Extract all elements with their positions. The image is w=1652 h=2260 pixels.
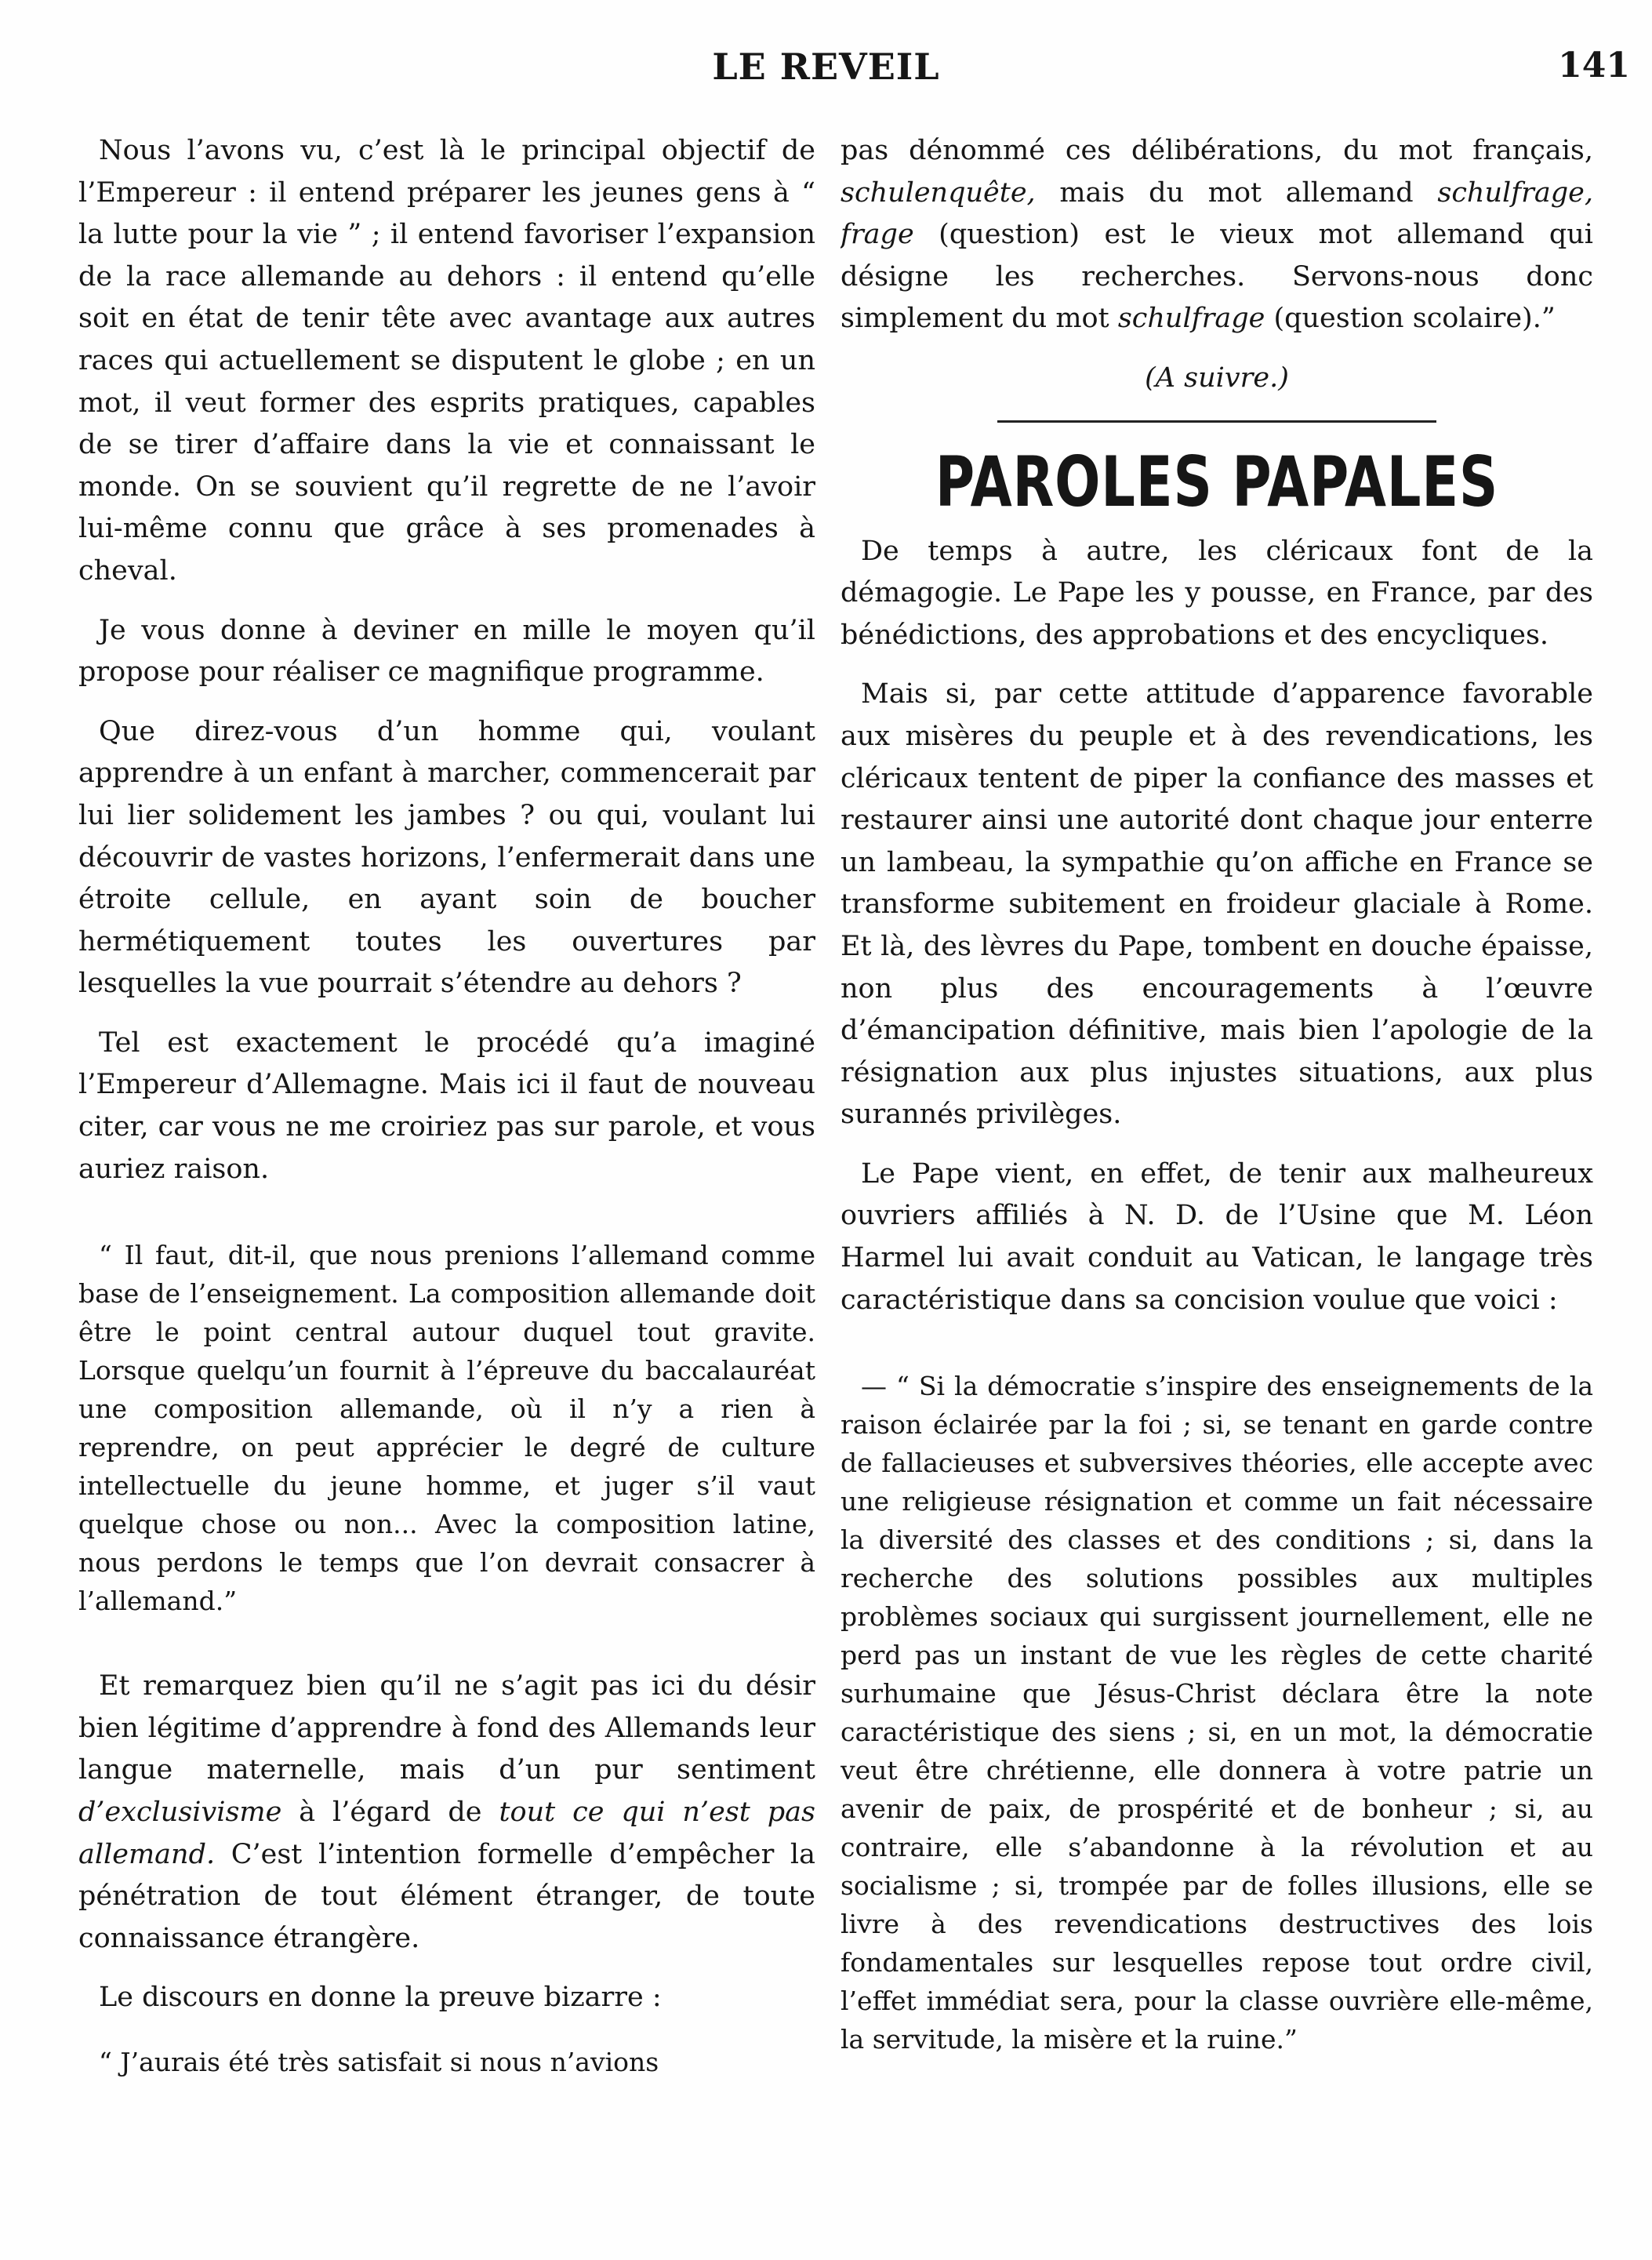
paragraph: Je vous donne à deviner en mille le moyen qu’il propose pour réaliser ce magnifique programme. bbox=[78, 614, 815, 689]
paragraph: Tel est exactement le procédé qu’a imaginé l’Empereur d’Allemagne. Mais ici il faut de nouveau citer, car vous ne me croiriez pas sur parole, et vous auriez raison. bbox=[78, 1026, 815, 1185]
quote-text: (question) est le vieux mot allemand qui désigne les recherches. Servons-nous donc simplement du mot bbox=[841, 219, 1593, 335]
discourse-quote-start: “ J’aurais été très satisfait si nous n’avions bbox=[99, 2047, 659, 2077]
pope-quote: — “ Si la démocratie s’inspire des enseignements de la raison éclairée par la foi ; si, se tenant en garde contre de fallacieuses et subversives théories, elle accepte avec une religieuse résignation et comme un fait nécessaire la diversité des classes et des conditions ; si, dans la recherche des solutions possibles aux multiples problèmes sociaux qui surgissent journellement, elle ne perd pas un instant de vue les règles de cette charité surhumaine que Jésus-Christ déclara être la note caractéristique des siens ; si, en un mot, la démocratie veut être chrétienne, elle donnera à votre patrie un avenir de paix, de prospérité et de bonheur ; si, au contraire, elle s’abandonne à la révolution et au socialisme ; si, trompée par de folles illusions, elle se livre à des revendications destructives des lois fondamentales sur lesquelles repose tout ordre civil, l’effet immédiat sera, pour la classe ouvrière elle-même, la servitude, la misère et la ruine.” bbox=[841, 1371, 1593, 2055]
left-column bbox=[78, 130, 815, 2232]
section-divider bbox=[997, 420, 1436, 423]
quote-text: mais du mot allemand bbox=[1035, 176, 1438, 209]
emperor-quote: “ Il faut, dit-il, que nous prenions l’allemand comme base de l’enseignement. La composition allemande doit être le point central autour duquel tout gravite. Lorsque quelqu’un fournit à l’épreuve du baccalauréat une composition allemande, où il n’y a rien à reprendre, on peut apprécier le degré de culture intellectuelle du jeune homme, et juger s’il vaut quelque chose ou non... Avec la composition latine, nous perdons le temps que l’on devrait consacrer à l’allemand.” bbox=[78, 1240, 815, 1617]
quote-text: (question scolaire).” bbox=[1265, 303, 1556, 335]
quote-text: pas dénommé ces délibérations, du mot français, bbox=[841, 135, 1593, 166]
paragraph-text: Et remarquez bien qu’il ne s’agit pas ici du désir bien légitime d’apprendre à fond des Allemands leur langue maternelle, mais d’un pur sentiment bbox=[78, 1670, 815, 1786]
paragraph: Le Pape vient, en effet, de tenir aux malheureux ouvriers affiliés à N. D. de l’Usine que M. Léon Harmel lui avait conduit au Vatican, le langage très caractéristique dans sa concision voulue que voici : bbox=[841, 1157, 1593, 1316]
running-head bbox=[0, 45, 1652, 108]
emphasis-text: tout ce qui n’est pas allemand. bbox=[78, 1797, 815, 1870]
emphasis-text: d’exclusivisme bbox=[78, 1797, 282, 1829]
paragraph: Nous l’avons vu, c’est là le principal objectif de l’Empereur : il entend préparer les jeunes gens à “ la lutte pour la vie ” ; il entend favoriser l’expansion de la race allemande au dehors : il entend qu’elle soit en état de tenir tête avec avantage aux autres races qui actuellement se disputent le globe ; en un mot, il veut former des esprits pratiques, capables de se tirer d’affaire dans la vie et connaissant le monde. On se souvient qu’il regrette de ne l’avoir lui-même connu que grâce à ses promenades à cheval. bbox=[78, 135, 815, 587]
continued-quote bbox=[841, 130, 1593, 340]
paragraph-text: C’est l’intention formelle d’empêcher la pénétration de tout élément étranger, de toute connaissance étrangère. bbox=[78, 1838, 815, 1954]
paragraph: De temps à autre, les cléricaux font de la démagogie. Le Pape les y pousse, en France, par des bénédictions, des approbations et des encycliques. bbox=[841, 535, 1593, 651]
paragraph: Le discours en donne la preuve bizarre : bbox=[99, 1982, 662, 2014]
emphasis-text: schulfrage, frage bbox=[841, 176, 1593, 251]
emphasis-text: schulfrage bbox=[1117, 303, 1265, 335]
paragraph-text: à l’égard de bbox=[281, 1797, 499, 1829]
page-number: 141 bbox=[1558, 45, 1630, 85]
paragraph: Mais si, par cette attitude d’apparence favorable aux misères du peuple et à des revendications, les cléricaux tentent de piper la confiance des masses et restaurer ainsi une autorité dont chaque jour enterre un lambeau, la sympathie qu’on affiche en France se transforme subitement en froideur glaciale à Rome. Et là, des lèvres du Pape, tombent en douche épaisse, non plus des encouragements à l’œuvre d’émancipation définitive, mais bien l’apologie de la résignation aux plus injustes situations, aux plus surannés privilèges. bbox=[841, 678, 1593, 1131]
paragraph: Que direz-vous d’un homme qui, voulant apprendre à un enfant à marcher, commencerait par lui lier solidement les jambes ? ou qui, voulant lui découvrir de vastes horizons, l’enfermerait dans une étroite cellule, en ayant soin de boucher hermétiquement toutes les ouvertures par lesquelles la vue pourrait s’étendre au dehors ? bbox=[78, 715, 815, 1000]
journal-title: LE REVEIL bbox=[712, 45, 940, 88]
emphasis-text: schulenquête, bbox=[841, 176, 1036, 209]
paragraph bbox=[78, 1666, 815, 1960]
right-column bbox=[841, 130, 1593, 2232]
to-be-continued: (A suivre.) bbox=[1145, 362, 1289, 394]
section-title: PAROLES PAPALES bbox=[935, 441, 1499, 522]
